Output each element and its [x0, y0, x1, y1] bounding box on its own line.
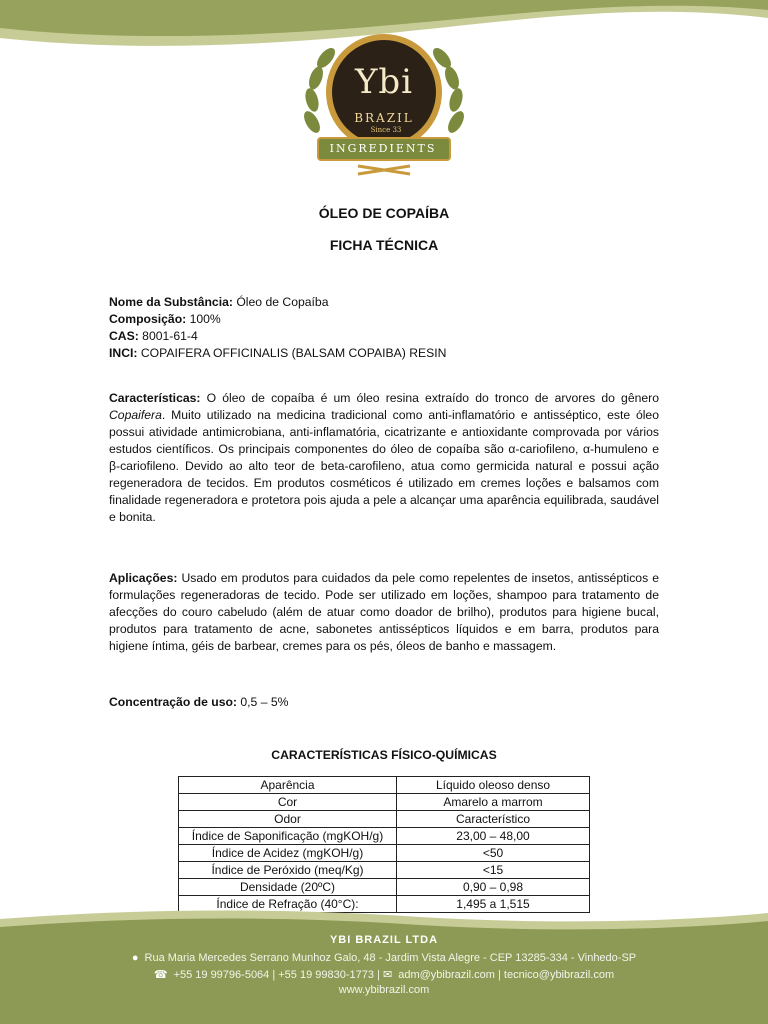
- section-label: Aplicações:: [109, 571, 178, 585]
- section-text: Usado em produtos para cuidados da pele como repelentes de insetos, antissépticos e formulações regeneradoras de tecido. Pode ser utilizado em loções, shampoo para tratamento de afecções do couro cabeludo (além de atuar como doador de brilho), produtos para higiene bucal, produtos para tratamento de acne, sabonetes antissépticos líquidos e em barra, produtos para higiene íntima, géis de barbear, cremes para os pés, óleos de banho e massagem.: [109, 571, 659, 653]
- field-label: Composição:: [109, 312, 187, 326]
- logo-text-ybi: Ybi: [354, 62, 414, 102]
- table-cell-value: Amarelo a marrom: [397, 794, 590, 811]
- identification-row: [109, 345, 659, 362]
- concentracao-line: [109, 694, 659, 711]
- properties-table: [178, 776, 590, 913]
- table-cell-property: Índice de Acidez (mgKOH/g): [179, 845, 397, 862]
- footer-phones: +55 19 99796-5064 | +55 19 99830-1773: [173, 969, 374, 981]
- footer-address: Rua Maria Mercedes Serrano Munhoz Galo, 48 - Jardim Vista Alegre - CEP 13285-334 - Vinhedo-SP: [144, 952, 637, 964]
- footer-wave: [0, 905, 768, 1024]
- table-cell-property: Odor: [179, 811, 397, 828]
- table-cell-value: <15: [397, 862, 590, 879]
- footer-website[interactable]: www.ybibrazil.com: [338, 984, 430, 996]
- table-row: [179, 828, 590, 845]
- identification-section: [109, 294, 659, 362]
- field-value: 100%: [186, 312, 221, 326]
- table-cell-property: Índice de Saponificação (mgKOH/g): [179, 828, 397, 845]
- table-row: [179, 845, 590, 862]
- caracteristicas-paragraph: [109, 390, 659, 526]
- table-title: CARACTERÍSTICAS FÍSICO-QUÍMICAS: [271, 748, 497, 762]
- field-label: INCI:: [109, 346, 138, 360]
- table-row: [179, 794, 590, 811]
- envelope-icon: ✉: [382, 969, 393, 981]
- table-cell-property: Densidade (20ºC): [179, 879, 397, 896]
- field-value: Óleo de Copaíba: [232, 295, 329, 309]
- identification-row: [109, 328, 659, 345]
- field-value: 8001-61-4: [138, 329, 198, 343]
- field-value: COPAIFERA OFFICINALIS (BALSAM COPAIBA) RESIN: [137, 346, 447, 360]
- section-text: O óleo de copaíba é um óleo resina extraído do tronco de arvores do gênero: [200, 391, 659, 405]
- footer-emails[interactable]: adm@ybibrazil.com | tecnico@ybibrazil.com: [398, 969, 615, 981]
- table-cell-value: Característico: [397, 811, 590, 828]
- table-row: [179, 879, 590, 896]
- table-cell-value: 0,90 – 0,98: [397, 879, 590, 896]
- footer-address-line: [0, 952, 768, 964]
- table-cell-property: Cor: [179, 794, 397, 811]
- section-label: Concentração de uso:: [109, 695, 237, 709]
- table-cell-property: Índice de Peróxido (meq/Kg): [179, 862, 397, 879]
- field-label: Nome da Substância:: [109, 295, 233, 309]
- document-title: ÓLEO DE COPAÍBA: [318, 205, 450, 221]
- genus-name: Copaifera: [109, 408, 162, 422]
- section-text: . Muito utilizado na medicina tradicional como anti-inflamatório e antisséptico, este óleo possui atividade antimicrobiana, anti-inflamatória, cicatrizante e antioxidante comprovada por vários estudos científicos. Os principais componentes do óleo de copaíba são α-cariofileno, α-humuleno e β-cariofileno. Devido ao alto teor de beta-carofileno, atua como germicida natural e possui ação regeneradora de tecidos. Em produtos cosméticos é utilizado em cremes loções e balsamos com finalidade regeneradora e protetora pois ajuda a pele a alcançar uma aparência equilibrada, saudável e bonita.: [109, 408, 659, 524]
- document-subtitle: FICHA TÉCNICA: [329, 237, 439, 253]
- section-text: 0,5 – 5%: [237, 695, 289, 709]
- table-cell-value: <50: [397, 845, 590, 862]
- logo-text-ingredients: INGREDIENTS: [329, 142, 437, 155]
- location-pin-icon: ●: [131, 952, 139, 964]
- footer-contact-line: ☎ +55 19 99796-5064 | +55 19 99830-1773 | ✉ adm@ybibrazil.com | tecnico@ybibrazil.com: [153, 969, 615, 981]
- table-row: [179, 862, 590, 879]
- table-cell-value: 1,495 a 1,515: [397, 896, 590, 913]
- identification-row: [109, 311, 659, 328]
- aplicacoes-paragraph: [109, 570, 659, 655]
- logo-text-since: Since 33: [370, 126, 402, 134]
- table-row: [179, 777, 590, 794]
- phone-icon: ☎: [153, 969, 168, 981]
- table-cell-value: Líquido oleoso denso: [397, 777, 590, 794]
- table-cell-property: Aparência: [179, 777, 397, 794]
- footer-company: YBI BRAZIL LTDA: [329, 934, 439, 946]
- section-label: Características:: [109, 391, 201, 405]
- table-cell-property: Índice de Refração (40°C):: [179, 896, 397, 913]
- logo-text-brazil: BRAZIL: [354, 111, 414, 125]
- field-label: CAS:: [109, 329, 139, 343]
- table-row: [179, 811, 590, 828]
- table-cell-value: 23,00 – 48,00: [397, 828, 590, 845]
- identification-row: [109, 294, 659, 311]
